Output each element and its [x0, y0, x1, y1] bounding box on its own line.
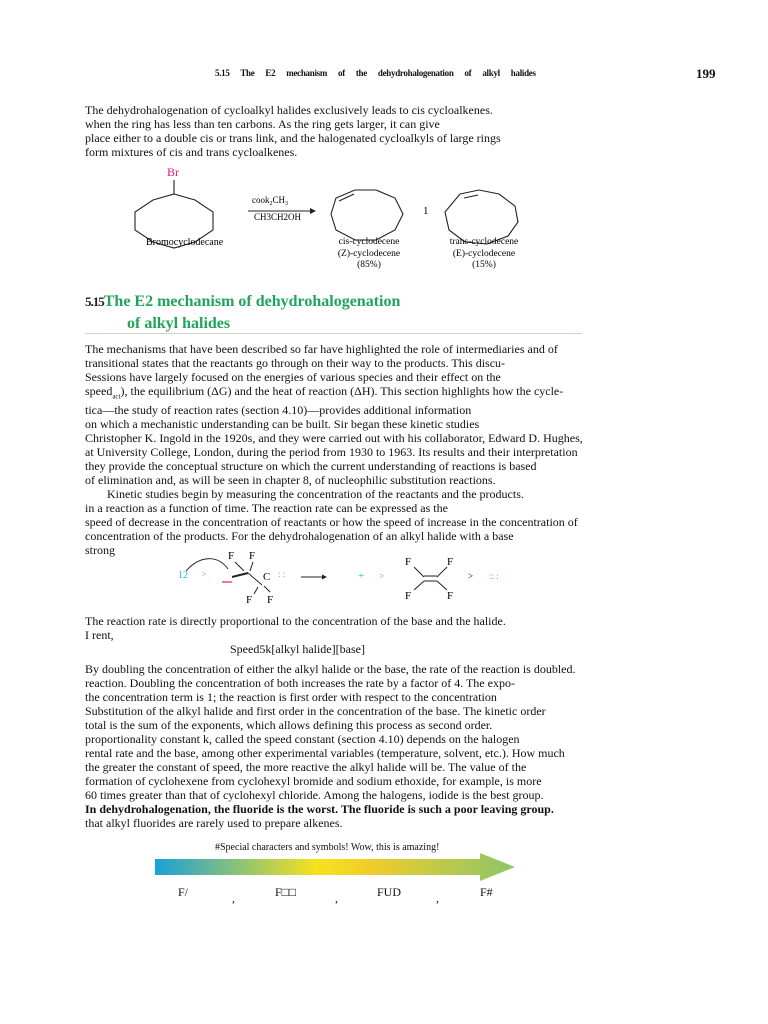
cis-product-yield: (85%) — [357, 260, 381, 270]
body-line: rental rate and the base, among other experimental variables (temperature, solvent, etc.). How much — [85, 746, 565, 760]
body-line: speed of decrease in the concentration of reactants or how the speed of increase in the concentration of — [85, 515, 578, 530]
body-line-bold: In dehydrohalogenation, the fluoride is the worst. The fluoride is such a poor leaving group. — [85, 802, 554, 816]
symbol-label: FUD — [377, 885, 402, 899]
page-number: 199 — [696, 66, 716, 81]
body-paragraph-2 — [85, 614, 506, 642]
body-line: on which a mechanistic understanding can be built. Sir began these kinetic studies — [85, 417, 480, 432]
gt-symbol: > — [202, 570, 207, 579]
body-line: I rent, — [85, 628, 114, 642]
body-line: 60 times greater than that of cyclohexyl chloride. Among the halogens, iodide is the best group. — [85, 788, 544, 802]
reactant-label: Bromocyclodecane — [146, 237, 224, 248]
intro-line: when the ring has less than ten carbons. As the ring gets larger, it can give — [85, 117, 440, 131]
fluorine-label: F — [405, 556, 412, 568]
body-line: the greater the constant of speed, the more reactive the alkyl halide will be. The value of the — [85, 760, 527, 774]
fluorine-label: F — [405, 590, 412, 602]
fluorine-label: F — [249, 550, 256, 562]
body-line: Substitution of the alkyl halide and first order in the concentration of the base. The kinetic order — [85, 704, 546, 718]
reagent-bottom: CH3CH2OH — [254, 212, 302, 222]
separator: , — [232, 891, 235, 905]
section-number: 5.15 — [85, 294, 104, 309]
body-line: they provide the conceptual structure on which the current understanding of reactions is based — [85, 459, 537, 474]
e2-mechanism-scheme — [0, 545, 768, 610]
body-line: the concentration term is 1; the reaction is first order with respect to the concentration — [85, 690, 497, 704]
body-line: proportionality constant k, called the speed constant (section 4.10) depends on the halogen — [85, 732, 520, 746]
base-label: 12 — [178, 570, 188, 581]
separator: , — [335, 891, 338, 905]
body-line: in a reaction as a function of time. The reaction rate can be expressed as the — [85, 501, 448, 516]
fluorine-label: F — [246, 594, 253, 606]
cis-cyclodecene-ring — [331, 190, 403, 240]
intro-paragraph — [85, 103, 501, 159]
fluorine-label: F — [228, 550, 235, 562]
body-line: reaction. Doubling the concentration of both increases the rate by a factor of 4. The expo- — [85, 676, 515, 690]
body-line: concentration of the products. For the dehydrohalogenation of an alkyl halide with a base — [85, 529, 514, 544]
intro-line: The dehydrohalogenation of cycloalkyl halides exclusively leads to cis cycloalkenes. — [85, 103, 493, 117]
section-title-line2: of alkyl halides — [127, 315, 231, 332]
symbol-label: F□□ — [275, 885, 297, 899]
body-line: formation of cyclohexene from cyclohexyl bromide and sodium ethoxide, for example, is more — [85, 774, 542, 788]
body-line: By doubling the concentration of either the alkyl halide or the base, the rate of the reaction is doubled. — [85, 662, 576, 676]
body-paragraph-1 — [85, 342, 583, 557]
body-line: transitional states that the reactants go through on their way to the products. This discu- — [85, 356, 506, 370]
fluorine-label: F — [447, 590, 454, 602]
halide-ion-label: :: : — [489, 571, 499, 581]
leaving-group-label: : : — [278, 569, 286, 579]
body-line: at University College, London, during the period from 1930 to 1963. Its results and their interpretation — [85, 445, 578, 460]
rate-equation: Speed5k[alkyl halide][base] — [230, 642, 365, 656]
body-line: The reaction rate is directly proportional to the concentration of the base and the halide. — [85, 614, 506, 628]
symbol-label: F/ — [178, 885, 189, 899]
body-line: The mechanisms that have been described so far have highlighted the role of intermediaries and of — [85, 342, 558, 356]
cyclodecene-reaction-scheme — [0, 160, 768, 275]
separator: , — [436, 891, 439, 905]
trans-cyclodecene-ring — [445, 190, 518, 244]
trans-product-label: (E)-cyclodecene — [452, 249, 516, 259]
body-line: Kinetic studies begin by measuring the concentration of the reactants and the products. — [107, 487, 524, 502]
body-line: tica—the study of reaction rates (section 4.10)—provides additional information — [85, 403, 472, 418]
bromine-label: Br — [167, 165, 179, 179]
fluorine-label: F — [447, 556, 454, 568]
body-line: of elimination and, as will be seen in chapter 8, of nucleophilic substitution reactions. — [85, 473, 496, 488]
body-line: total is the sum of the exponents, which allows defining this process as second order. — [85, 718, 493, 732]
body-paragraph-3 — [85, 662, 576, 830]
fluorine-label: F — [267, 594, 274, 606]
gt-symbol: > — [379, 571, 385, 581]
gradient-arrow — [155, 853, 520, 883]
section-title-line1: The E2 mechanism of dehydrohalogenation — [103, 293, 401, 310]
intro-line: place either to a double cis or trans link, and the halogenated cycloalkyls of large rings — [85, 131, 501, 145]
trans-product-yield: (15%) — [472, 260, 496, 270]
body-line: Christopher K. Ingold in the 1920s, and they were carried out with his collaborator, Edward D. Hughes, — [85, 431, 583, 446]
carbon-label: C — [263, 571, 271, 583]
symbol-label: F# — [480, 885, 493, 899]
section-divider — [85, 333, 582, 334]
cis-product-label: cis-cyclodecene — [338, 237, 400, 247]
reagent-top: $cook_2CH_3$ — [252, 195, 289, 207]
plus-sign: 1 — [423, 205, 429, 217]
body-line: that alkyl fluorides are rarely used to prepare alkenes. — [85, 816, 343, 830]
body-line: speed$_{act}$), the equilibrium (ΔG) and the heat of reaction (ΔH). This section highlights how the cycle- — [85, 384, 564, 401]
intro-line: form mixtures of cis and trans cycloalkenes. — [85, 145, 298, 159]
body-line: Sessions have largely focused on the energies of various species and their effect on the — [85, 370, 501, 384]
gt-symbol: > — [468, 571, 474, 581]
body-line: strong — [85, 543, 115, 558]
trans-product-label: trans-cyclodecene — [449, 237, 519, 247]
cis-product-label: (Z)-cyclodecene — [337, 249, 401, 259]
section-heading — [85, 291, 400, 335]
running-head: 5.15 The E2 mechanism of the dehydrohalogenation of alkyl halides — [215, 68, 536, 78]
gradient-caption: #Special characters and symbols! Wow, this is amazing! — [215, 842, 440, 853]
plus-product: + — [358, 570, 365, 582]
curved-arrow — [186, 559, 228, 571]
